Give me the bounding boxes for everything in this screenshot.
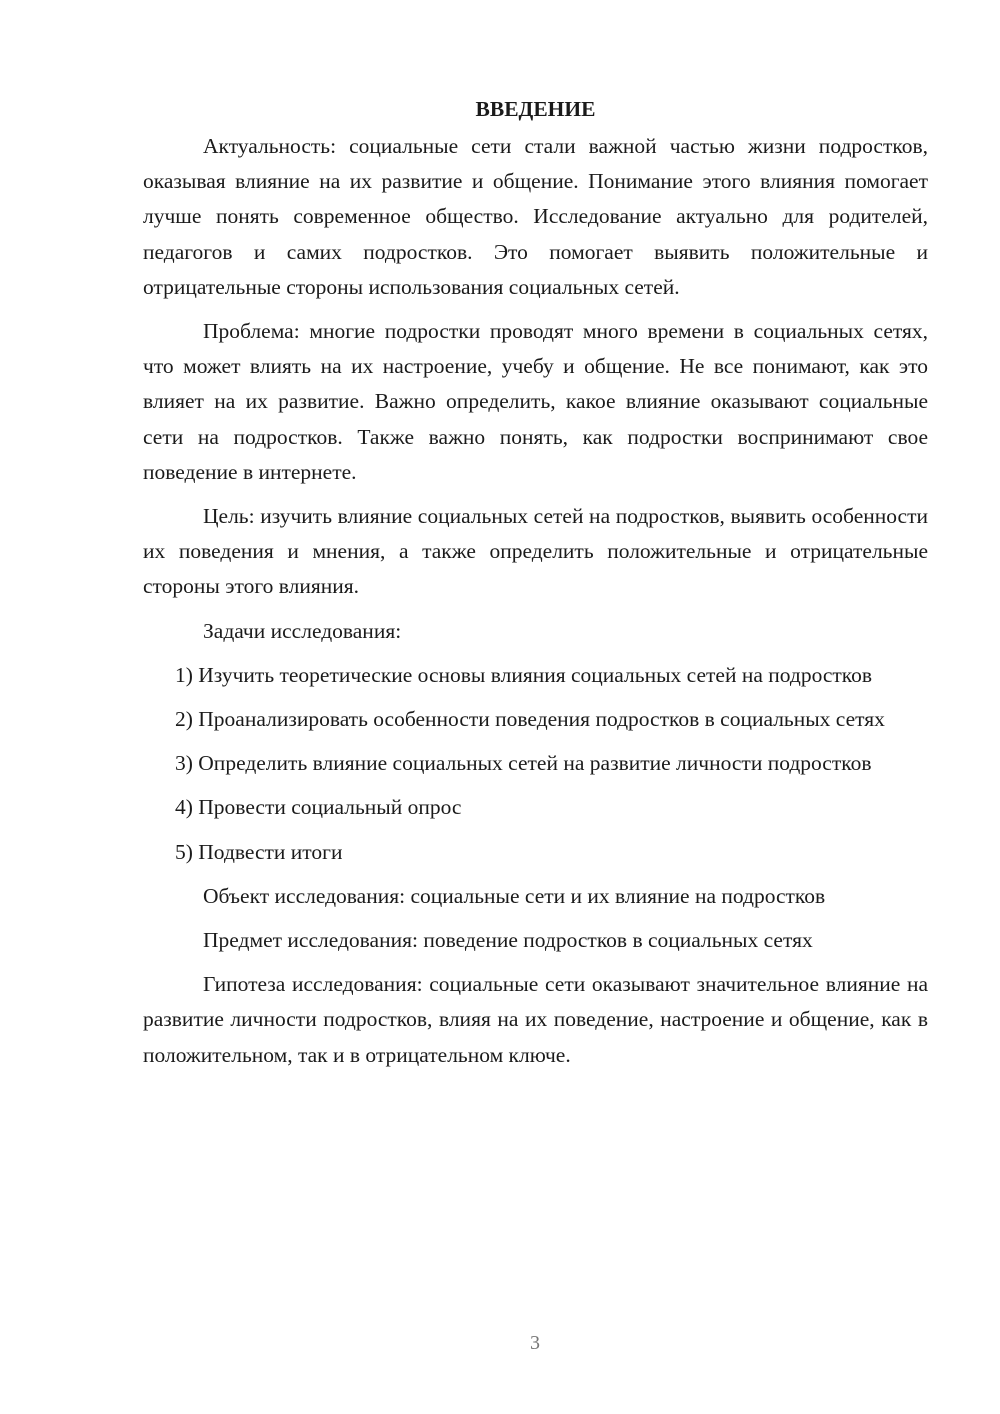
task-item-2: 2) Проанализировать особенности поведения подростков в социальных сетях	[175, 707, 885, 732]
page-title: ВВЕДЕНИЕ	[475, 97, 596, 121]
research-object: Объект исследования: социальные сети и их влияние на подростков	[203, 883, 826, 908]
goal-paragraph: Цель: изучить влияние социальных сетей на подростков, выявить особенности их поведения и мнения, а также определить положительные и отрицательные стороны этого влияния.	[143, 504, 928, 599]
task-item-1: 1) Изучить теоретические основы влияния социальных сетей на подростков	[175, 662, 873, 687]
task-item-3: 3) Определить влияние социальных сетей на развитие личности подростков	[175, 751, 872, 776]
hypothesis-paragraph: Гипотеза исследования: социальные сети оказывают значительное влияние на развитие личности подростков, влияя на их поведение, настроение и общение, как в положительном, так и в отрицательном ключе.	[143, 972, 928, 1067]
problem-paragraph: Проблема: многие подростки проводят много времени в социальных сетях, что может влиять на их настроение, учебу и общение. Не все понимают, как это влияет на их развитие. Важно определить, какое влияние оказывают социальные сети на подростков. Также важно понять, как подростки воспринимают свое поведение в интернете.	[143, 319, 928, 484]
tasks-heading: Задачи исследования:	[203, 618, 402, 643]
task-item-5: 5) Подвести итоги	[175, 839, 343, 864]
page-number: 3	[530, 1332, 540, 1354]
task-item-4: 4) Провести социальный опрос	[175, 795, 462, 820]
relevance-paragraph: Актуальность: социальные сети стали важной частью жизни подростков, оказывая влияние на их развитие и общение. Понимание этого влияния помогает лучше понять современное общество. Исследование актуально для родителей, педагогов и самих подростков. Это помогает выявить положительные и отрицательные стороны использования социальных сетей.	[143, 134, 928, 299]
page-content	[143, 92, 928, 1073]
research-subject: Предмет исследования: поведение подростков в социальных сетях	[203, 928, 813, 953]
